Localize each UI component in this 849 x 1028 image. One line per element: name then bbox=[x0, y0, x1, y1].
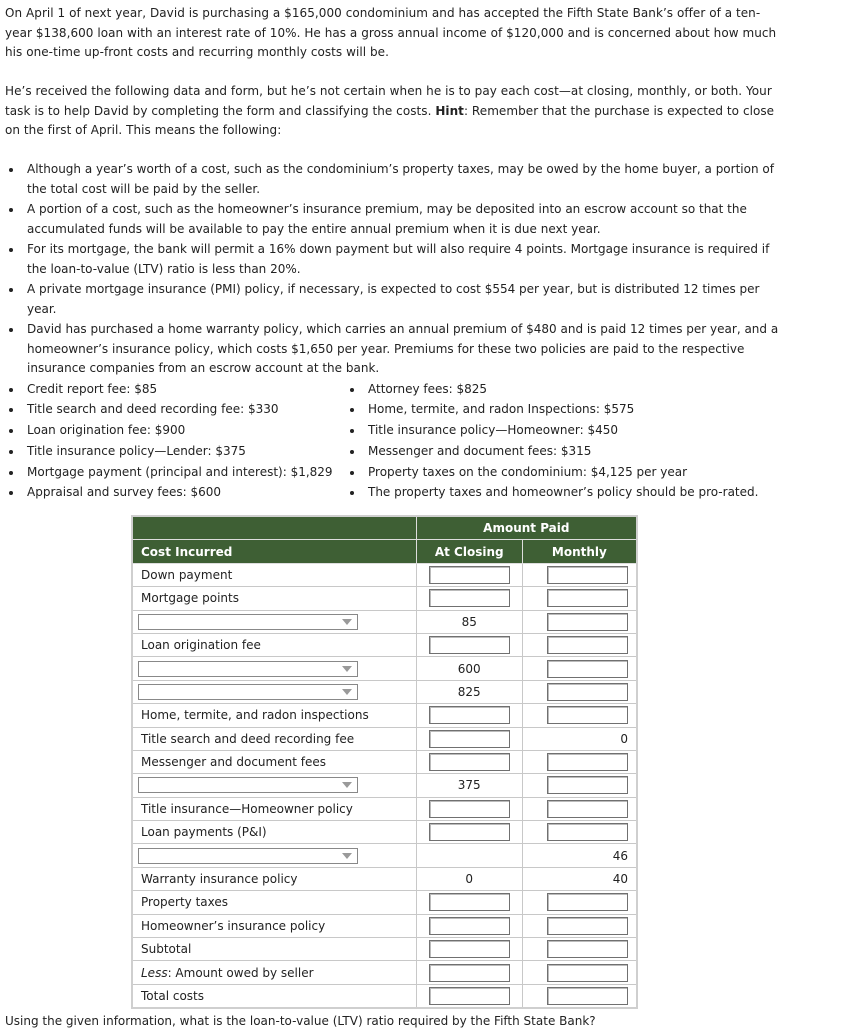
fee-item: Property taxes on the condominium: $4,125 per year bbox=[368, 463, 687, 483]
table-row bbox=[132, 563, 637, 586]
monthly-input[interactable] bbox=[547, 940, 628, 958]
fee-item: Title insurance policy—Homeowner: $450 bbox=[368, 421, 618, 441]
cost-type-dropdown[interactable] bbox=[138, 848, 358, 864]
fee-item: Credit report fee: $85 bbox=[27, 380, 157, 400]
closing-input[interactable] bbox=[429, 706, 510, 724]
monthly-header: Monthly bbox=[522, 540, 637, 563]
monthly-input[interactable] bbox=[547, 589, 628, 607]
monthly-input[interactable] bbox=[547, 800, 628, 818]
table-row bbox=[132, 938, 637, 961]
bullet-item: David has purchased a home warranty policy, which carries an annual premium of $480 and is paid 12 times per year, and a homeowner’s insurance policy, which costs $1,650 per year. Premiums for these two policies are paid to the respective insurance companies from an escrow account at the bank. bbox=[27, 320, 787, 379]
monthly-input[interactable] bbox=[547, 706, 628, 724]
monthly-value: 0 bbox=[522, 727, 637, 750]
fee-item: Title insurance policy—Lender: $375 bbox=[27, 442, 246, 462]
closing-value bbox=[416, 844, 522, 867]
monthly-input[interactable] bbox=[547, 823, 628, 841]
fee-item: Appraisal and survey fees: $600 bbox=[27, 483, 221, 503]
monthly-input[interactable] bbox=[547, 987, 628, 1005]
cost-label: Home, termite, and radon inspections bbox=[132, 704, 416, 727]
monthly-input[interactable] bbox=[547, 683, 628, 701]
closing-input[interactable] bbox=[429, 964, 510, 982]
intro-paragraph-2 bbox=[5, 82, 785, 141]
hint-label: Hint bbox=[435, 103, 464, 118]
monthly-input[interactable] bbox=[547, 964, 628, 982]
dropdown-arrow-icon bbox=[342, 689, 352, 695]
table-row bbox=[132, 680, 637, 703]
table-row bbox=[132, 797, 637, 820]
fee-item: Messenger and document fees: $315 bbox=[368, 442, 591, 462]
table-row bbox=[132, 727, 637, 750]
intro-paragraph-1: On April 1 of next year, David is purchasing a $165,000 condominium and has accepted the Fifth State Bank’s offer of a ten-year $138,600 loan with an interest rate of 10%. He has a gross annual income of $120,000 and is concerned about how much his one-time up-front costs and recurring monthly costs will be. bbox=[5, 6, 777, 59]
closing-input[interactable] bbox=[429, 823, 510, 841]
cost-label: Subtotal bbox=[132, 938, 416, 961]
cost-label: Down payment bbox=[132, 563, 416, 586]
ltv-question: Using the given information, what is the loan-to-value (LTV) ratio required by the Fifth State Bank? bbox=[5, 1014, 596, 1028]
cost-label: Loan origination fee bbox=[132, 633, 416, 656]
closing-input[interactable] bbox=[429, 566, 510, 584]
cost-label: Homeowner’s insurance policy bbox=[132, 914, 416, 937]
bullet-item: A private mortgage insurance (PMI) policy, if necessary, is expected to cost $554 per year, but is distributed 12 times per year. bbox=[27, 280, 787, 319]
closing-input[interactable] bbox=[429, 917, 510, 935]
at-closing-header: At Closing bbox=[416, 540, 522, 563]
table-row bbox=[132, 984, 637, 1008]
intro-text-b: : Remember that the purchase is expected to close on the first of April. This means the following: bbox=[5, 103, 775, 137]
monthly-value: 40 bbox=[522, 867, 637, 890]
table-row bbox=[132, 961, 637, 984]
bullet-item: For its mortgage, the bank will permit a 16% down payment but will also require 4 points. Mortgage insurance is required if the loan-to-value (LTV) ratio is less than 20%. bbox=[27, 240, 787, 279]
less-label: Less bbox=[141, 965, 168, 980]
cost-type-dropdown[interactable] bbox=[138, 777, 358, 793]
closing-input[interactable] bbox=[429, 940, 510, 958]
cost-label: Loan payments (P&I) bbox=[132, 821, 416, 844]
bullet-item: Although a year’s worth of a cost, such as the condominium’s property taxes, may be owed by the home buyer, a portion of the total cost will be paid by the seller. bbox=[27, 160, 787, 199]
monthly-input[interactable] bbox=[547, 660, 628, 678]
cost-incurred-header: Cost Incurred bbox=[132, 540, 416, 563]
dropdown-arrow-icon bbox=[342, 853, 352, 859]
table-row bbox=[132, 891, 637, 914]
dropdown-arrow-icon bbox=[342, 782, 352, 788]
fee-item: Home, termite, and radon Inspections: $575 bbox=[368, 400, 634, 420]
closing-value: 375 bbox=[416, 774, 522, 797]
table-row bbox=[132, 704, 637, 727]
closing-input[interactable] bbox=[429, 893, 510, 911]
table-row bbox=[132, 657, 637, 680]
closing-input[interactable] bbox=[429, 800, 510, 818]
table-row bbox=[132, 610, 637, 633]
table-row bbox=[132, 750, 637, 773]
closing-input[interactable] bbox=[429, 753, 510, 771]
cost-type-dropdown[interactable] bbox=[138, 661, 358, 677]
monthly-input[interactable] bbox=[547, 917, 628, 935]
closing-value: 825 bbox=[416, 680, 522, 703]
closing-input[interactable] bbox=[429, 987, 510, 1005]
cost-type-dropdown[interactable] bbox=[138, 614, 358, 630]
table-row bbox=[132, 867, 637, 890]
monthly-input[interactable] bbox=[547, 566, 628, 584]
table-row bbox=[132, 774, 637, 797]
dropdown-arrow-icon bbox=[342, 619, 352, 625]
monthly-input[interactable] bbox=[547, 753, 628, 771]
fee-item: Attorney fees: $825 bbox=[368, 380, 487, 400]
cost-table bbox=[131, 515, 638, 1009]
fee-item: Loan origination fee: $900 bbox=[27, 421, 185, 441]
cost-label: Mortgage points bbox=[132, 587, 416, 610]
amount-paid-header: Amount Paid bbox=[416, 516, 637, 540]
intro-text-a: He’s received the following data and form, but he’s not certain when he is to pay each cost—at closing, monthly, or both. Your task is to help David by completing the form and classifying the costs. bbox=[5, 84, 772, 118]
fee-item: The property taxes and homeowner’s policy should be pro-rated. bbox=[368, 483, 758, 503]
closing-value: 0 bbox=[416, 867, 522, 890]
monthly-input[interactable] bbox=[547, 893, 628, 911]
monthly-input[interactable] bbox=[547, 776, 628, 794]
monthly-input[interactable] bbox=[547, 613, 628, 631]
fee-item: Title search and deed recording fee: $330 bbox=[27, 400, 279, 420]
bullet-item: A portion of a cost, such as the homeowner’s insurance premium, may be deposited into an escrow account so that the accumulated funds will be available to pay the entire annual premium when it is due next year. bbox=[27, 200, 787, 239]
cost-label: Property taxes bbox=[132, 891, 416, 914]
closing-value: 600 bbox=[416, 657, 522, 680]
cost-label: Messenger and document fees bbox=[132, 750, 416, 773]
closing-value: 85 bbox=[416, 610, 522, 633]
problem-intro bbox=[5, 4, 785, 141]
monthly-value: 46 bbox=[522, 844, 637, 867]
cost-label: Warranty insurance policy bbox=[132, 867, 416, 890]
closing-input[interactable] bbox=[429, 636, 510, 654]
closing-input[interactable] bbox=[429, 730, 510, 748]
table-header-row bbox=[132, 516, 637, 540]
table-row bbox=[132, 914, 637, 937]
table-header-row bbox=[132, 540, 637, 563]
cost-label: Less: Amount owed by seller bbox=[132, 961, 416, 984]
table-row bbox=[132, 821, 637, 844]
fee-item: Mortgage payment (principal and interest): $1,829 bbox=[27, 463, 333, 483]
table-row bbox=[132, 844, 637, 867]
table-row bbox=[132, 587, 637, 610]
closing-input[interactable] bbox=[429, 589, 510, 607]
dropdown-arrow-icon bbox=[342, 666, 352, 672]
monthly-input[interactable] bbox=[547, 636, 628, 654]
cost-label: Title insurance—Homeowner policy bbox=[132, 797, 416, 820]
table-row bbox=[132, 633, 637, 656]
cost-label: Title search and deed recording fee bbox=[132, 727, 416, 750]
cost-label: Total costs bbox=[132, 984, 416, 1008]
cost-type-dropdown[interactable] bbox=[138, 684, 358, 700]
